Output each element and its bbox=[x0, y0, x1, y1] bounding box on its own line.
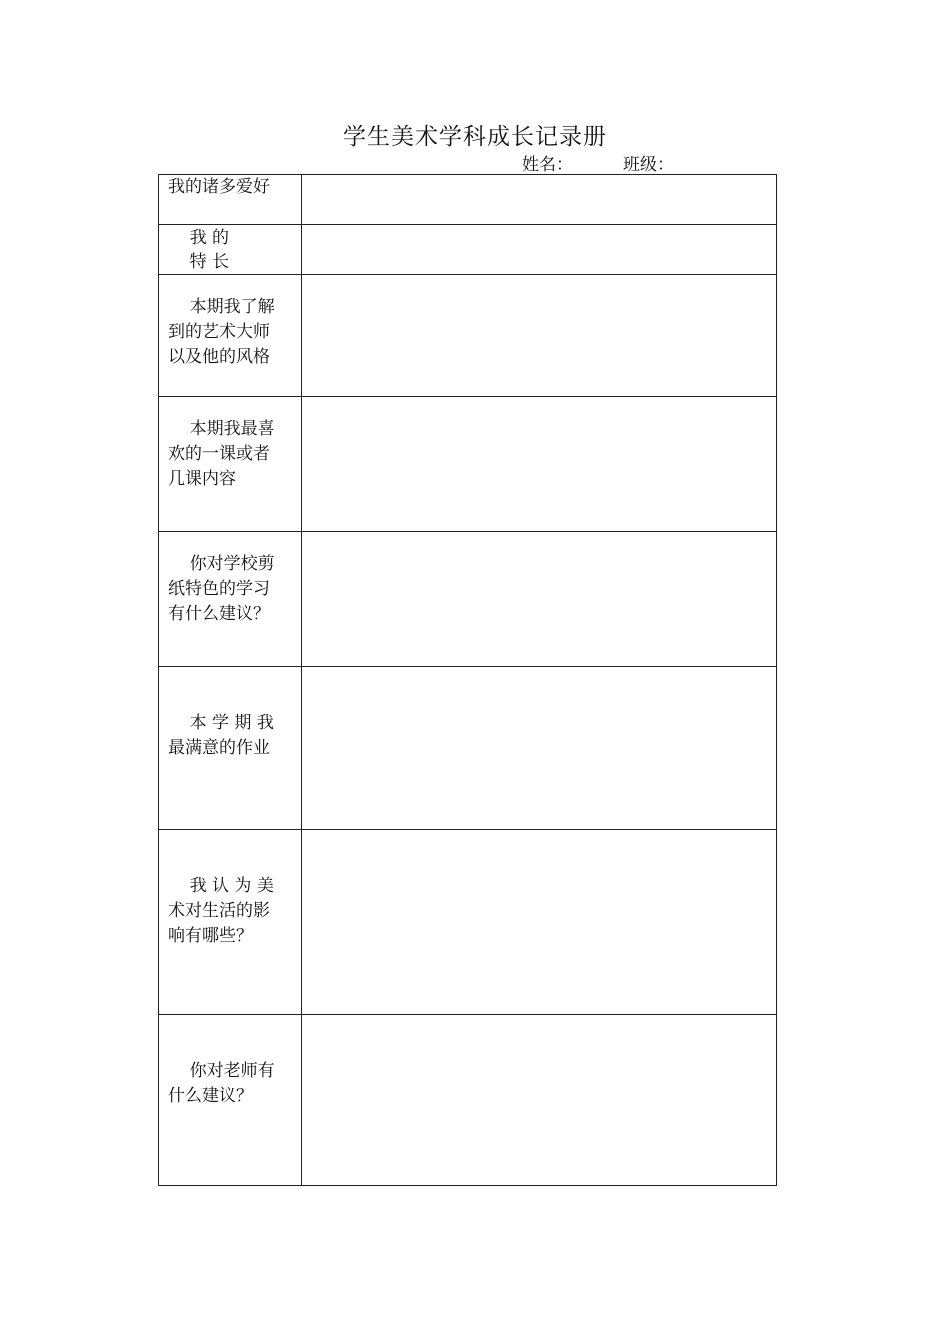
label-text: 本期我了解 到的艺术大师 以及他的风格 bbox=[168, 297, 275, 367]
answer-cell-specialty[interactable] bbox=[302, 225, 777, 275]
student-info-line bbox=[522, 150, 674, 175]
row-label-art-influence bbox=[159, 830, 302, 1015]
table-row-teacher-suggestion bbox=[159, 1015, 777, 1186]
table-row-art-influence bbox=[159, 830, 777, 1015]
table-row-best-work bbox=[159, 667, 777, 830]
answer-cell-best-work[interactable] bbox=[302, 667, 777, 830]
label-text: 我的诸多爱好 bbox=[168, 177, 270, 197]
answer-cell-art-masters[interactable] bbox=[302, 275, 777, 397]
label-text: 本期我最喜 欢的一课或者 几课内容 bbox=[168, 419, 275, 489]
answer-cell-teacher-suggestion[interactable] bbox=[302, 1015, 777, 1186]
row-label-hobbies bbox=[159, 175, 302, 225]
row-label-teacher-suggestion bbox=[159, 1015, 302, 1186]
label-text: 你对老师有 什么建议？ bbox=[168, 1061, 275, 1106]
row-label-art-masters bbox=[159, 275, 302, 397]
label-text: 我 认 为 美 术对生活的影 响有哪些？ bbox=[168, 876, 274, 946]
table-row-art-masters bbox=[159, 275, 777, 397]
label-text: 我 的 特 长 bbox=[189, 228, 230, 272]
label-text: 本 学 期 我 最满意的作业 bbox=[168, 713, 274, 758]
table-row-hobbies bbox=[159, 175, 777, 225]
table-row-favorite-lesson bbox=[159, 397, 777, 532]
answer-cell-favorite-lesson[interactable] bbox=[302, 397, 777, 532]
class-label: 班级： bbox=[623, 155, 674, 175]
page-title: 学生美术学科成长记录册 bbox=[343, 124, 607, 150]
name-label: 姓名： bbox=[522, 155, 573, 175]
table-row-specialty bbox=[159, 225, 777, 275]
row-label-best-work bbox=[159, 667, 302, 830]
answer-cell-hobbies[interactable] bbox=[302, 175, 777, 225]
row-label-favorite-lesson bbox=[159, 397, 302, 532]
answer-cell-papercut-suggestion[interactable] bbox=[302, 532, 777, 667]
row-label-specialty bbox=[159, 225, 302, 275]
table-row-papercut-suggestion bbox=[159, 532, 777, 667]
answer-cell-art-influence[interactable] bbox=[302, 830, 777, 1015]
row-label-papercut-suggestion bbox=[159, 532, 302, 667]
growth-record-table bbox=[158, 174, 777, 1186]
label-text: 你对学校剪 纸特色的学习 有什么建议？ bbox=[168, 554, 275, 624]
